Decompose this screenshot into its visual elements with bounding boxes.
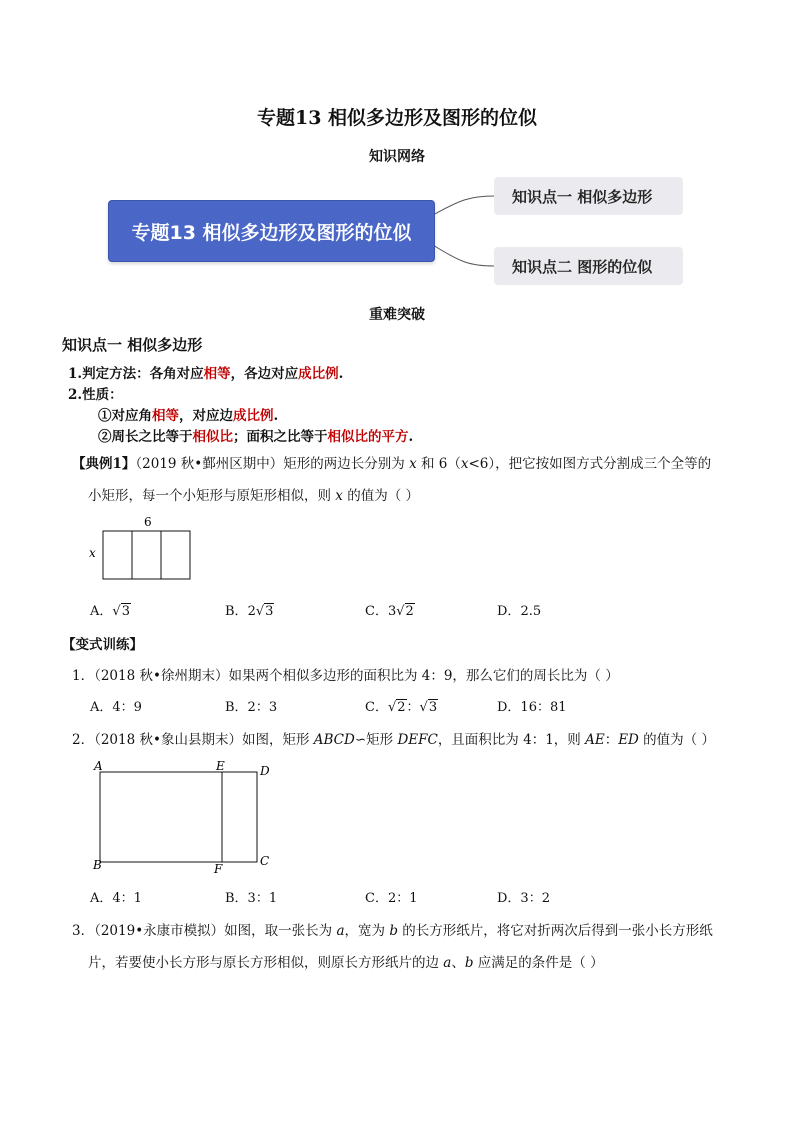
vertex-c-label: C — [260, 854, 270, 868]
example-1-option-b[interactable]: B．2√3 — [225, 604, 274, 619]
question-2-option-c[interactable]: C．2：1 — [365, 891, 418, 906]
vertex-b-label: B — [93, 858, 102, 872]
figure-top-label: 6 — [144, 515, 152, 529]
question-1-text: 1．（2018 秋•徐州期末）如果两个相似多边形的面积比为 4：9，那么它们的周长比为（ ） — [72, 668, 619, 684]
properties-label: 2.性质： — [68, 387, 123, 403]
breakthrough-heading: 重难突破 — [369, 307, 425, 323]
mindmap-node-1: 知识点一 相似多边形 — [494, 177, 683, 215]
connector-node1 — [433, 196, 494, 215]
question-2-option-d[interactable]: D．3：2 — [497, 891, 550, 906]
example-1-figure — [80, 510, 200, 586]
example-1-line-2: 小矩形，每一个小矩形与原矩形相似，则 x 的值为（ ） — [88, 488, 420, 504]
question-1-option-a[interactable]: A．4：9 — [90, 700, 142, 715]
property-1: ①对应角相等，对应边成比例. — [98, 408, 279, 424]
example-1-line-1: 【典例1】（2019 秋•鄞州区期中）矩形的两边长分别为 x 和 6（x<6），把它按如图方式分割成三个全等的 — [72, 456, 712, 472]
question-2-option-a[interactable]: A．4：1 — [90, 891, 142, 906]
question-1-option-c[interactable]: C．√2：√3 — [365, 700, 438, 715]
figure-side-label: x — [89, 546, 96, 560]
question-2-figure — [88, 756, 278, 878]
rectangle-abcd — [100, 772, 257, 862]
mindmap-node-2: 知识点二 图形的位似 — [494, 247, 683, 285]
question-3-line-1: 3．（2019•永康市模拟）如图，取一张长为 a，宽为 b 的长方形纸片，将它对折两次后得到一张小长方形纸 — [72, 923, 713, 939]
question-2-option-b[interactable]: B．3：1 — [225, 891, 278, 906]
connector-node2 — [433, 245, 494, 266]
vertex-e-label: E — [216, 759, 225, 773]
question-2-text: 2．（2018 秋•象山县期末）如图，矩形 ABCD∽矩形 DEFC，且面积比为 4：1，则 AE：ED 的值为（ ） — [72, 732, 715, 748]
example-1-option-a[interactable]: A．√3 — [90, 604, 130, 619]
vertex-f-label: F — [214, 862, 223, 876]
variant-heading: 【变式训练】 — [62, 637, 143, 653]
network-heading: 知识网络 — [369, 149, 425, 165]
example-1-option-d[interactable]: D．2.5 — [497, 604, 542, 619]
question-3-line-2: 片，若要使小长方形与原长方形相似，则原长方形纸片的边 a、b 应满足的条件是（ ） — [88, 955, 604, 971]
page-title: 专题13 相似多边形及图形的位似 — [256, 107, 538, 129]
section-title: 知识点一 相似多边形 — [62, 336, 203, 354]
question-1-option-b[interactable]: B．2：3 — [225, 700, 278, 715]
figure-rectangle — [103, 531, 190, 579]
question-1-option-d[interactable]: D．16：81 — [497, 700, 567, 715]
mindmap-center-node: 专题13 相似多边形及图形的位似 — [108, 200, 435, 262]
example-1-option-c[interactable]: C．3√2 — [365, 604, 414, 619]
vertex-d-label: D — [260, 764, 270, 778]
judgement-method: 1.判定方法：各角对应相等，各边对应成比例. — [68, 366, 344, 382]
property-2: ②周长之比等于相似比；面积之比等于相似比的平方. — [98, 429, 414, 445]
vertex-a-label: A — [94, 759, 103, 773]
